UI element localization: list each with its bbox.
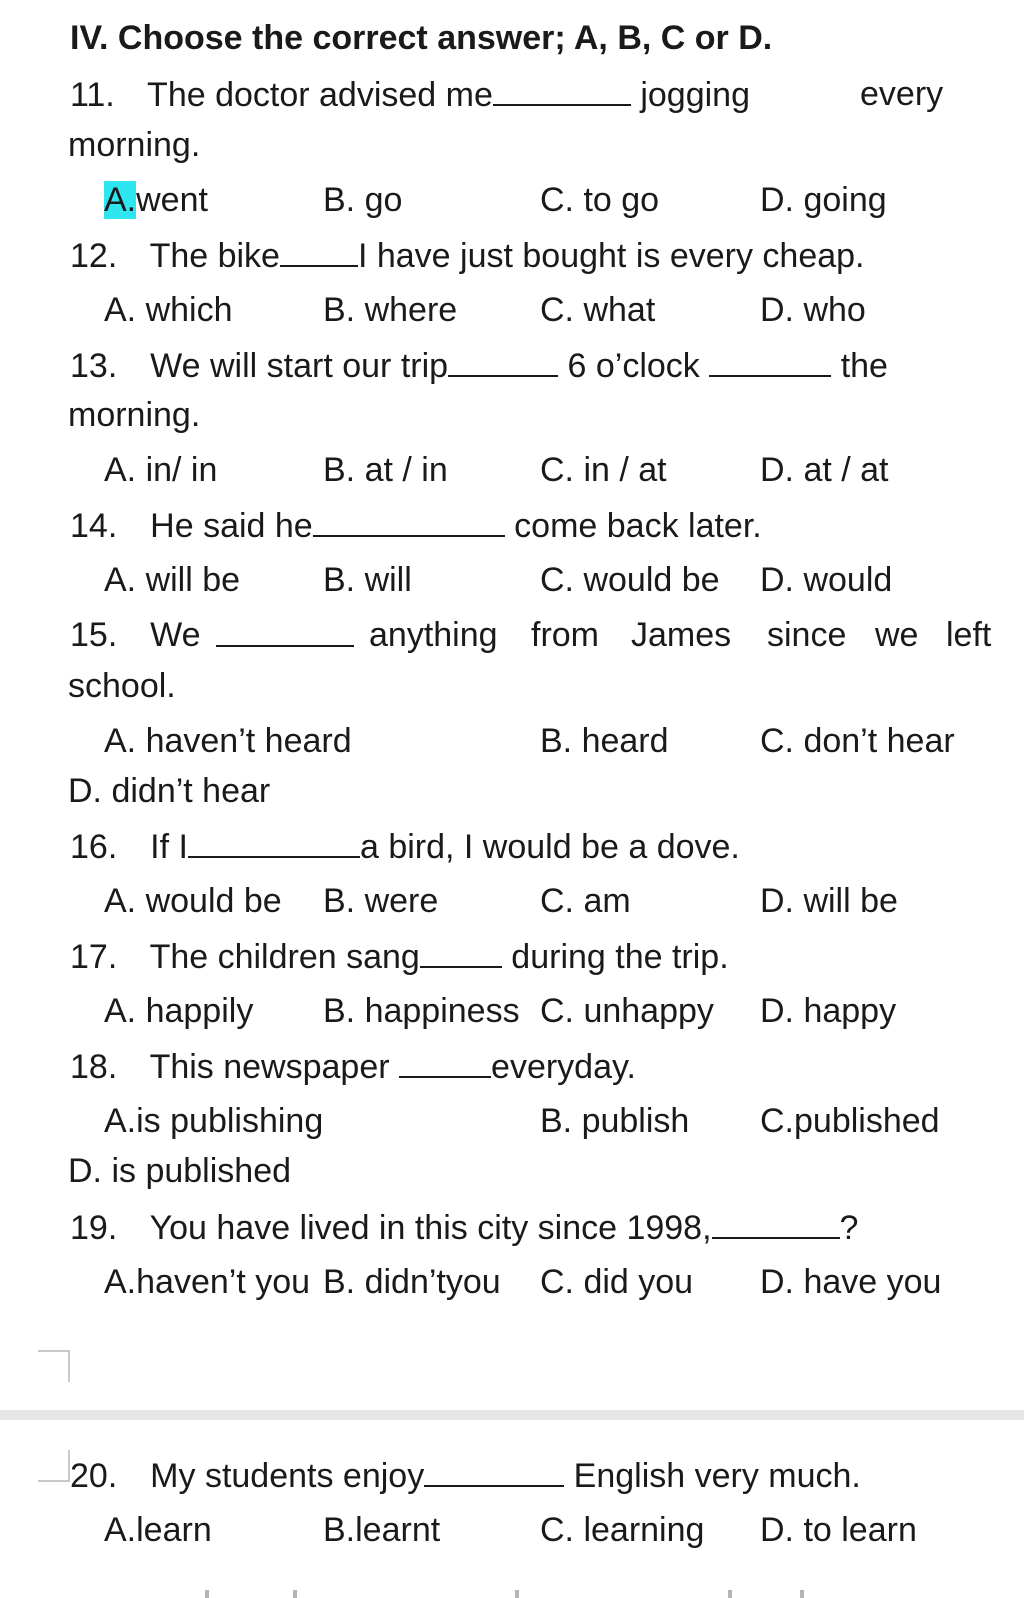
crop-mark xyxy=(293,1590,297,1598)
option-b[interactable]: B. where xyxy=(323,291,458,329)
option-c[interactable]: C. what xyxy=(540,291,656,329)
option-c[interactable]: C. am xyxy=(540,882,631,920)
question-text: we xyxy=(875,616,919,654)
option-a[interactable]: A. which xyxy=(104,291,233,329)
question-text: You have lived in this city since 1998, xyxy=(149,1209,712,1247)
question-text: I have just bought is every cheap. xyxy=(357,237,865,275)
question-number: 17. xyxy=(70,938,118,976)
option-c[interactable]: C. in / at xyxy=(540,451,667,489)
question-number: 18. xyxy=(70,1048,118,1086)
next-line-crop xyxy=(0,1590,1024,1598)
question-text-continued: morning. xyxy=(68,126,201,164)
option-c[interactable]: C. unhappy xyxy=(540,992,714,1030)
option-d[interactable]: D. didn’t hear xyxy=(68,772,271,810)
option-b[interactable]: B. will xyxy=(323,561,412,599)
highlighted-selection: A. xyxy=(104,181,137,219)
question-12 xyxy=(70,235,865,276)
option-d[interactable]: D. who xyxy=(760,291,866,329)
question-number: 16. xyxy=(70,828,118,866)
page-corner-mark xyxy=(38,1350,70,1382)
question-20 xyxy=(70,1455,861,1496)
question-text: The children sang xyxy=(149,938,420,976)
question-text: anything xyxy=(369,616,498,654)
question-text: The bike xyxy=(149,237,280,275)
page-break-divider xyxy=(0,1410,1024,1420)
option-d[interactable]: D. to learn xyxy=(760,1511,917,1549)
option-c[interactable]: C. learning xyxy=(540,1511,705,1549)
question-number: 12. xyxy=(70,237,118,275)
option-a[interactable]: A. would be xyxy=(104,882,282,920)
answer-blank[interactable] xyxy=(493,74,631,106)
question-text: jogging xyxy=(640,76,750,114)
option-d[interactable]: D. is published xyxy=(68,1152,292,1190)
question-text: every xyxy=(860,75,944,113)
question-19 xyxy=(70,1207,858,1248)
option-c[interactable]: C. don’t hear xyxy=(760,722,955,760)
crop-mark xyxy=(205,1590,209,1598)
question-text: during the trip. xyxy=(511,938,729,976)
question-text: come back later. xyxy=(514,507,762,545)
question-number: 19. xyxy=(70,1209,118,1247)
question-number: 15. xyxy=(70,616,118,654)
option-d[interactable]: D. happy xyxy=(760,992,897,1030)
option-b[interactable]: B. were xyxy=(323,882,439,920)
option-c[interactable]: C. did you xyxy=(540,1263,694,1301)
question-17 xyxy=(70,936,729,977)
answer-blank[interactable] xyxy=(448,345,558,377)
section-title: IV. Choose the correct answer; A, B, C or D. xyxy=(70,19,773,57)
option-b[interactable]: B. at / in xyxy=(323,451,448,489)
question-text: from xyxy=(531,616,599,654)
question-number: 20. xyxy=(70,1457,118,1495)
question-text: 6 o’clock xyxy=(567,347,700,385)
question-text: We will start our trip xyxy=(150,347,449,385)
option-c[interactable]: C. would be xyxy=(540,561,720,599)
option-a[interactable]: A. happily xyxy=(104,992,254,1030)
question-text: everyday. xyxy=(491,1048,636,1086)
question-text-continued: morning. xyxy=(68,396,201,434)
option-b[interactable]: B.learnt xyxy=(323,1511,441,1549)
option-d[interactable]: D. going xyxy=(760,181,887,219)
question-text: This newspaper xyxy=(149,1048,390,1086)
answer-blank[interactable] xyxy=(420,936,502,968)
option-a[interactable]: A.haven’t you xyxy=(104,1263,311,1301)
answer-blank[interactable] xyxy=(712,1207,840,1239)
question-11 xyxy=(70,74,750,115)
option-a[interactable]: A.is publishing xyxy=(104,1102,324,1140)
answer-blank[interactable] xyxy=(216,615,354,647)
option-c[interactable]: C. to go xyxy=(540,181,660,219)
answer-blank[interactable] xyxy=(280,235,358,267)
question-text: ? xyxy=(839,1209,859,1247)
page-corner-mark xyxy=(38,1450,70,1482)
question-text: a bird, I would be a dove. xyxy=(359,828,740,866)
question-text-continued: school. xyxy=(68,667,176,705)
question-number: 11. xyxy=(70,76,115,114)
option-b[interactable]: B. publish xyxy=(540,1102,690,1140)
option-a[interactable]: A.went xyxy=(104,181,208,219)
option-d[interactable]: D. would xyxy=(760,561,893,599)
crop-mark xyxy=(515,1590,519,1598)
option-d[interactable]: D. will be xyxy=(760,882,898,920)
answer-blank[interactable] xyxy=(313,505,505,537)
question-14 xyxy=(70,505,762,546)
question-text: James xyxy=(631,616,732,654)
option-a[interactable]: A. in/ in xyxy=(104,451,218,489)
crop-mark xyxy=(728,1590,732,1598)
question-18 xyxy=(70,1046,636,1087)
option-b[interactable]: B. happiness xyxy=(323,992,520,1030)
option-b[interactable]: B. go xyxy=(323,181,403,219)
question-number: 13. xyxy=(70,347,118,385)
option-d[interactable]: D. have you xyxy=(760,1263,942,1301)
question-text: If I xyxy=(150,828,188,866)
option-a[interactable]: A.learn xyxy=(104,1511,212,1549)
question-number: 14. xyxy=(70,507,118,545)
answer-blank-wrap xyxy=(216,615,354,656)
question-16 xyxy=(70,826,740,867)
option-b[interactable]: B. didn’tyou xyxy=(323,1263,501,1301)
question-15 xyxy=(70,615,201,655)
question-text: The doctor advised me xyxy=(147,76,493,114)
question-text: My students enjoy xyxy=(150,1457,425,1495)
question-text: English very much. xyxy=(573,1457,861,1495)
answer-blank[interactable] xyxy=(709,345,831,377)
option-c[interactable]: C.published xyxy=(760,1102,940,1140)
crop-mark xyxy=(800,1590,804,1598)
option-a[interactable]: A. haven’t heard xyxy=(104,722,352,760)
question-text: since xyxy=(767,616,847,654)
answer-blank[interactable] xyxy=(424,1455,564,1487)
option-d[interactable]: D. at / at xyxy=(760,451,889,489)
question-text: the xyxy=(840,347,888,385)
question-text: We xyxy=(150,616,201,654)
option-a[interactable]: A. will be xyxy=(104,561,241,599)
option-b[interactable]: B. heard xyxy=(540,722,669,760)
question-text: left xyxy=(946,616,992,654)
answer-blank[interactable] xyxy=(399,1046,491,1078)
question-text: He said he xyxy=(150,507,313,545)
question-13 xyxy=(70,345,888,386)
answer-blank[interactable] xyxy=(188,826,360,858)
